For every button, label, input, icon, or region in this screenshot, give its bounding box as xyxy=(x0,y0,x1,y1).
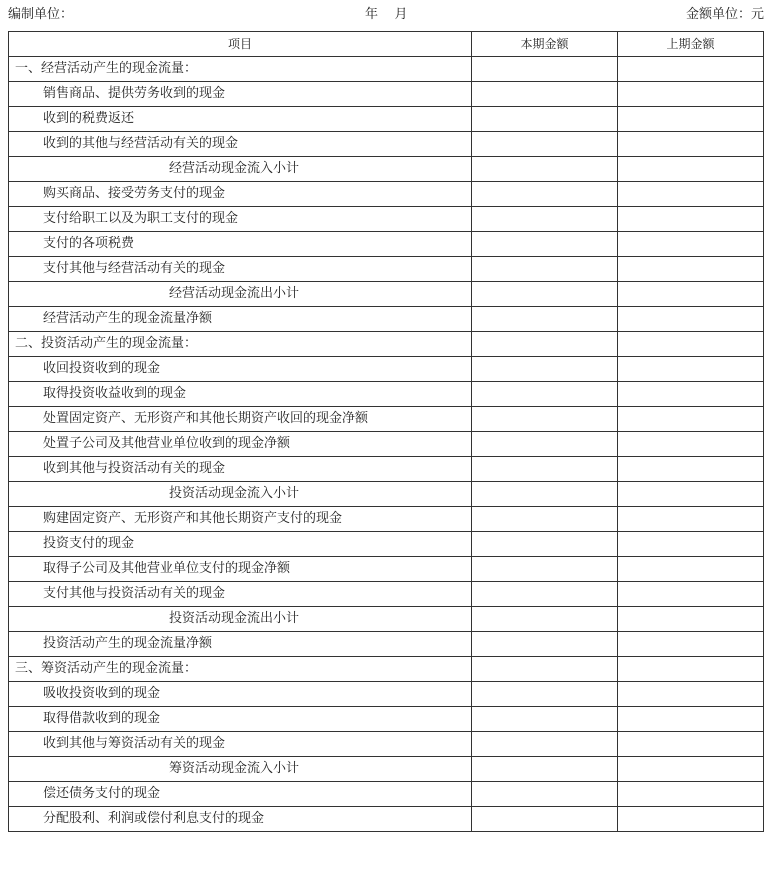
row-item-label: 支付其他与投资活动有关的现金 xyxy=(9,582,472,607)
current-period-amount-cell[interactable] xyxy=(472,632,618,657)
row-item-label: 支付的各项税费 xyxy=(9,232,472,257)
row-item-label: 支付其他与经营活动有关的现金 xyxy=(9,257,472,282)
table-row xyxy=(9,307,764,332)
current-period-amount-cell[interactable] xyxy=(472,482,618,507)
row-item-label: 收回投资收到的现金 xyxy=(9,357,472,382)
row-item-label: 购建固定资产、无形资产和其他长期资产支付的现金 xyxy=(9,507,472,532)
table-row xyxy=(9,632,764,657)
prior-period-amount-cell[interactable] xyxy=(618,482,764,507)
current-period-amount-cell[interactable] xyxy=(472,182,618,207)
preparing-unit-label: 编制单位： xyxy=(8,7,74,22)
current-period-amount-cell[interactable] xyxy=(472,457,618,482)
table-row xyxy=(9,482,764,507)
prior-period-amount-cell[interactable] xyxy=(618,82,764,107)
row-item-label: 销售商品、提供劳务收到的现金 xyxy=(9,82,472,107)
current-period-amount-cell[interactable] xyxy=(472,82,618,107)
current-period-amount-cell[interactable] xyxy=(472,132,618,157)
row-item-label: 经营活动现金流出小计 xyxy=(9,282,472,307)
prior-period-amount-cell[interactable] xyxy=(618,757,764,782)
prior-period-amount-cell[interactable] xyxy=(618,732,764,757)
table-row xyxy=(9,257,764,282)
current-period-amount-cell[interactable] xyxy=(472,732,618,757)
prior-period-amount-cell[interactable] xyxy=(618,107,764,132)
current-period-amount-cell[interactable] xyxy=(472,332,618,357)
table-row xyxy=(9,732,764,757)
current-period-amount-cell[interactable] xyxy=(472,357,618,382)
prior-period-amount-cell[interactable] xyxy=(618,582,764,607)
current-period-amount-cell[interactable] xyxy=(472,657,618,682)
table-row xyxy=(9,607,764,632)
current-period-amount-cell[interactable] xyxy=(472,782,618,807)
prior-period-amount-cell[interactable] xyxy=(618,382,764,407)
table-row xyxy=(9,532,764,557)
table-row xyxy=(9,682,764,707)
table-row xyxy=(9,382,764,407)
table-row xyxy=(9,407,764,432)
current-period-amount-cell[interactable] xyxy=(472,207,618,232)
table-row xyxy=(9,332,764,357)
current-period-amount-cell[interactable] xyxy=(472,57,618,82)
table-row xyxy=(9,557,764,582)
row-item-label: 偿还债务支付的现金 xyxy=(9,782,472,807)
current-period-amount-cell[interactable] xyxy=(472,707,618,732)
current-period-amount-cell[interactable] xyxy=(472,807,618,832)
prior-period-amount-cell[interactable] xyxy=(618,257,764,282)
row-item-label: 取得借款收到的现金 xyxy=(9,707,472,732)
current-period-amount-cell[interactable] xyxy=(472,232,618,257)
table-row xyxy=(9,457,764,482)
current-period-amount-cell[interactable] xyxy=(472,157,618,182)
current-period-amount-cell[interactable] xyxy=(472,757,618,782)
table-row xyxy=(9,282,764,307)
current-period-amount-cell[interactable] xyxy=(472,407,618,432)
row-item-label: 一、经营活动产生的现金流量： xyxy=(9,57,472,82)
prior-period-amount-cell[interactable] xyxy=(618,182,764,207)
prior-period-amount-cell[interactable] xyxy=(618,457,764,482)
current-period-amount-cell[interactable] xyxy=(472,432,618,457)
row-item-label: 经营活动产生的现金流量净额 xyxy=(9,307,472,332)
prior-period-amount-cell[interactable] xyxy=(618,407,764,432)
currency-unit-label: 金额单位：元 xyxy=(685,7,764,22)
row-item-label: 取得投资收益收到的现金 xyxy=(9,382,472,407)
current-period-amount-cell[interactable] xyxy=(472,107,618,132)
row-item-label: 收到其他与投资活动有关的现金 xyxy=(9,457,472,482)
row-item-label: 投资活动产生的现金流量净额 xyxy=(9,632,472,657)
table-row xyxy=(9,582,764,607)
prior-period-amount-cell[interactable] xyxy=(618,707,764,732)
statement-header xyxy=(8,5,764,25)
prior-period-amount-cell[interactable] xyxy=(618,782,764,807)
period-label: 年 月 xyxy=(365,7,408,22)
table-row xyxy=(9,432,764,457)
table-row xyxy=(9,207,764,232)
table-row xyxy=(9,707,764,732)
prior-period-amount-cell[interactable] xyxy=(618,432,764,457)
prior-period-amount-cell[interactable] xyxy=(618,357,764,382)
row-item-label: 取得子公司及其他营业单位支付的现金净额 xyxy=(9,557,472,582)
row-item-label: 收到的其他与经营活动有关的现金 xyxy=(9,132,472,157)
row-item-label: 投资活动现金流出小计 xyxy=(9,607,472,632)
table-body xyxy=(9,57,764,832)
table-row xyxy=(9,807,764,832)
table-row xyxy=(9,657,764,682)
row-item-label: 二、投资活动产生的现金流量： xyxy=(9,332,472,357)
prior-period-amount-cell[interactable] xyxy=(618,57,764,82)
row-item-label: 经营活动现金流入小计 xyxy=(9,157,472,182)
current-period-amount-cell[interactable] xyxy=(472,282,618,307)
current-period-amount-cell[interactable] xyxy=(472,607,618,632)
row-item-label: 投资活动现金流入小计 xyxy=(9,482,472,507)
current-period-amount-cell[interactable] xyxy=(472,582,618,607)
row-item-label: 处置子公司及其他营业单位收到的现金净额 xyxy=(9,432,472,457)
row-item-label: 支付给职工以及为职工支付的现金 xyxy=(9,207,472,232)
current-period-amount-cell[interactable] xyxy=(472,682,618,707)
current-period-amount-cell[interactable] xyxy=(472,507,618,532)
current-period-amount-cell[interactable] xyxy=(472,382,618,407)
prior-period-amount-cell[interactable] xyxy=(618,282,764,307)
row-item-label: 吸收投资收到的现金 xyxy=(9,682,472,707)
row-item-label: 筹资活动现金流入小计 xyxy=(9,757,472,782)
current-period-amount-cell[interactable] xyxy=(472,532,618,557)
current-period-amount-cell[interactable] xyxy=(472,257,618,282)
prior-period-amount-cell[interactable] xyxy=(618,807,764,832)
prior-period-amount-cell[interactable] xyxy=(618,332,764,357)
prior-period-amount-cell[interactable] xyxy=(618,682,764,707)
cash-flow-table xyxy=(8,31,764,832)
prior-period-amount-cell[interactable] xyxy=(618,507,764,532)
table-row xyxy=(9,157,764,182)
table-row xyxy=(9,132,764,157)
prior-period-amount-cell[interactable] xyxy=(618,657,764,682)
row-item-label: 三、筹资活动产生的现金流量： xyxy=(9,657,472,682)
prior-period-amount-cell[interactable] xyxy=(618,557,764,582)
table-row xyxy=(9,357,764,382)
column-header-prior-period: 上期金额 xyxy=(618,32,764,57)
table-header-row xyxy=(9,32,764,57)
prior-period-amount-cell[interactable] xyxy=(618,232,764,257)
table-row xyxy=(9,57,764,82)
table-row xyxy=(9,757,764,782)
prior-period-amount-cell[interactable] xyxy=(618,207,764,232)
table-row xyxy=(9,232,764,257)
table-row xyxy=(9,782,764,807)
column-header-item: 项目 xyxy=(9,32,472,57)
row-item-label: 投资支付的现金 xyxy=(9,532,472,557)
row-item-label: 购买商品、接受劳务支付的现金 xyxy=(9,182,472,207)
row-item-label: 收到的税费返还 xyxy=(9,107,472,132)
prior-period-amount-cell[interactable] xyxy=(618,157,764,182)
table-row xyxy=(9,82,764,107)
prior-period-amount-cell[interactable] xyxy=(618,532,764,557)
column-header-current-period: 本期金额 xyxy=(472,32,618,57)
table-row xyxy=(9,507,764,532)
row-item-label: 收到其他与筹资活动有关的现金 xyxy=(9,732,472,757)
table-row xyxy=(9,182,764,207)
prior-period-amount-cell[interactable] xyxy=(618,132,764,157)
prior-period-amount-cell[interactable] xyxy=(618,632,764,657)
row-item-label: 分配股利、利润或偿付利息支付的现金 xyxy=(9,807,472,832)
table-row xyxy=(9,107,764,132)
current-period-amount-cell[interactable] xyxy=(472,307,618,332)
prior-period-amount-cell[interactable] xyxy=(618,607,764,632)
current-period-amount-cell[interactable] xyxy=(472,557,618,582)
prior-period-amount-cell[interactable] xyxy=(618,307,764,332)
row-item-label: 处置固定资产、无形资产和其他长期资产收回的现金净额 xyxy=(9,407,472,432)
